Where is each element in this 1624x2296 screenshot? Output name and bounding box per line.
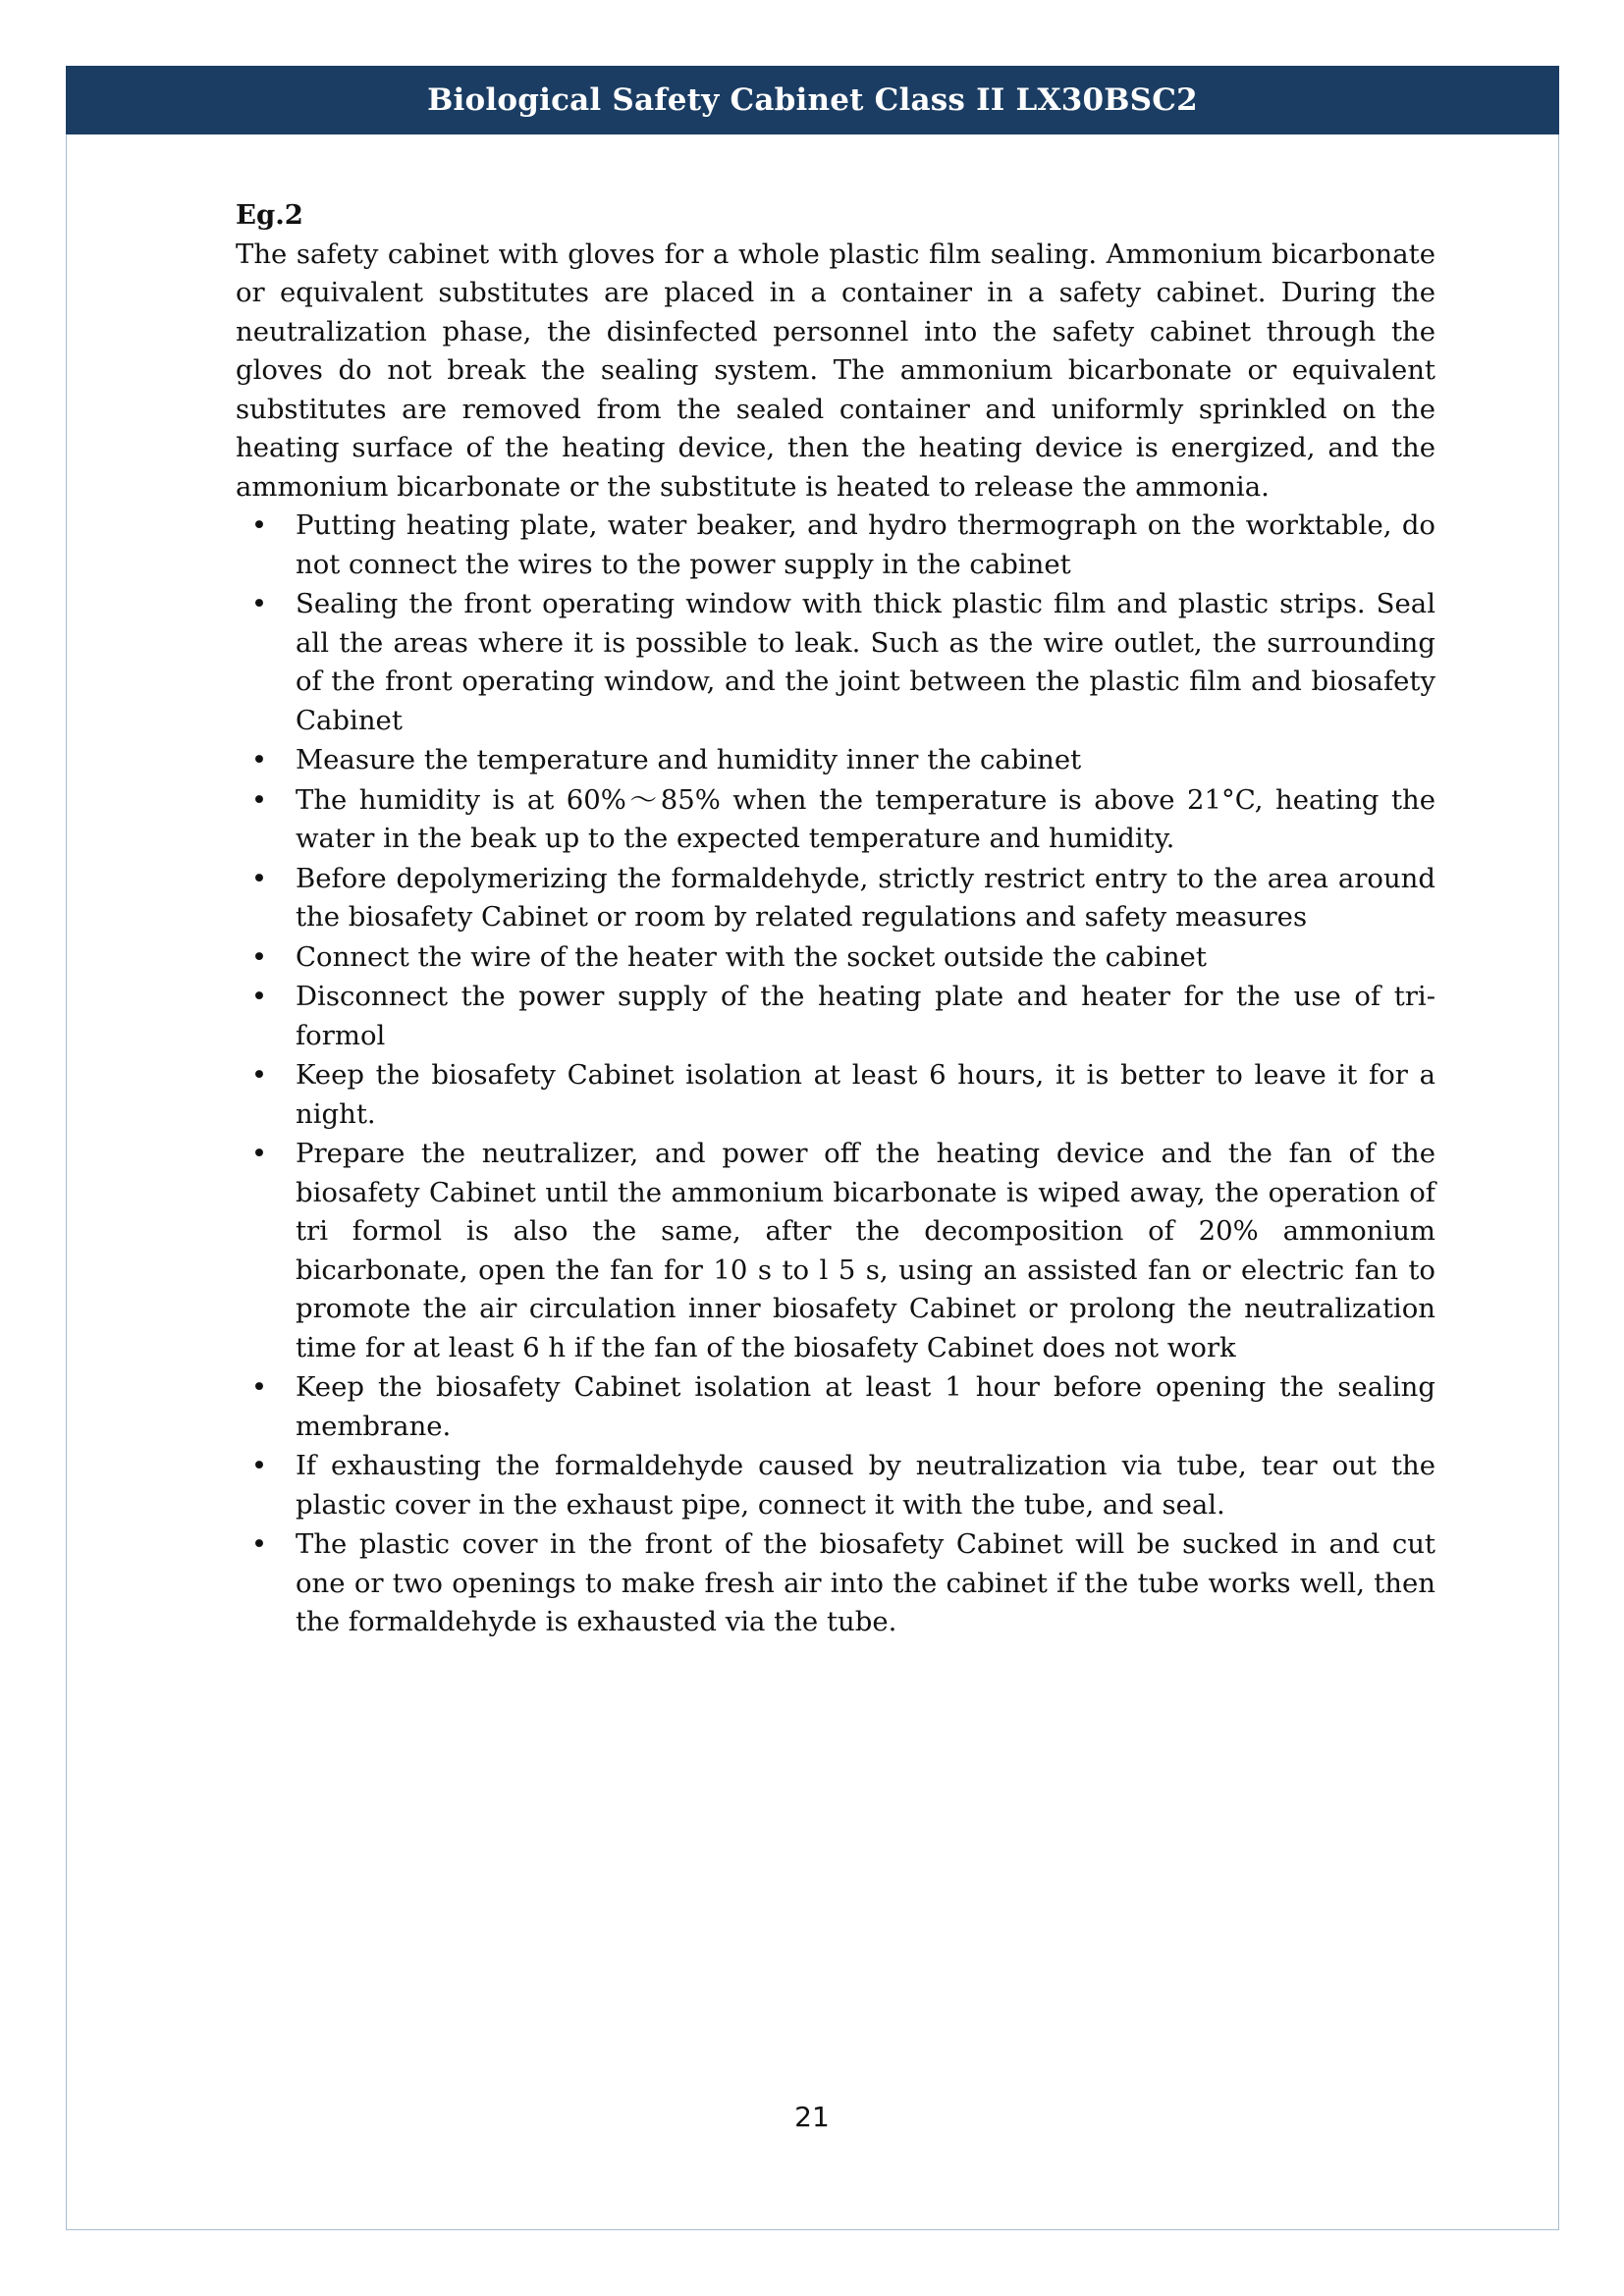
procedure-list xyxy=(236,507,1435,1642)
intro-paragraph: The safety cabinet with gloves for a whole plastic film sealing. Ammonium bicarbonate or equivalent substitutes are placed in a container in a safety cabinet. During the neutralization phase, the disinfected personnel into the safety cabinet through the gloves do not break the sealing system. The ammonium bicarbonate or equivalent substitutes are removed from the sealed container and uniformly sprinkled on the heating surface of the heating device, then the heating device is energized, and the ammonium bicarbonate or the substitute is heated to release the ammonia. xyxy=(236,238,1435,503)
list-item-text: Connect the wire of the heater with the socket outside the cabinet xyxy=(296,940,1207,973)
bullet-icon: • xyxy=(250,744,268,775)
list-item xyxy=(236,1056,1435,1134)
list-item-text: If exhausting the formaldehyde caused by neutralization via tube, tear out the plastic cover in the exhaust pipe, connect it with the tube, and seal. xyxy=(296,1450,1435,1521)
document-title: Biological Safety Cabinet Class II LX30BSC2 xyxy=(427,82,1198,118)
list-item-text: Keep the biosafety Cabinet isolation at least 1 hour before opening the sealing membrane. xyxy=(296,1371,1435,1442)
bullet-icon: • xyxy=(250,509,268,541)
bullet-icon: • xyxy=(250,1450,268,1481)
bullet-icon: • xyxy=(250,862,268,894)
bullet-icon: • xyxy=(250,1371,268,1403)
list-item-text: Sealing the front operating window with thick plastic film and plastic strips. Seal all the areas where it is possible to leak. Such as the wire outlet, the surrounding of the front operating window, and the joint between the plastic film and biosafety Cabinet xyxy=(296,588,1435,736)
bullet-icon: • xyxy=(250,1528,268,1560)
bullet-icon: • xyxy=(250,588,268,619)
document-header xyxy=(66,66,1559,134)
list-item-text: Putting heating plate, water beaker, and hydro thermograph on the worktable, do not connect the wires to the power supply in the cabinet xyxy=(296,509,1435,580)
page-number: 21 xyxy=(794,2101,830,2133)
list-item-text: Before depolymerizing the formaldehyde, strictly restrict entry to the area around the biosafety Cabinet or room by related regulations and safety measures xyxy=(296,862,1435,933)
bullet-icon: • xyxy=(250,981,268,1012)
list-item-text: The humidity is at 60%～85% when the temperature is above 21°C, heating the water in the beak up to the expected temperature and humidity. xyxy=(296,783,1435,854)
bullet-icon: • xyxy=(250,1059,268,1091)
list-item-text: The plastic cover in the front of the biosafety Cabinet will be sucked in and cut one or two openings to make fresh air into the cabinet if the tube works well, then the formaldehyde is exhausted via the tube. xyxy=(296,1528,1435,1637)
list-item xyxy=(236,1368,1435,1446)
main-content xyxy=(236,196,1435,1643)
section-title: Eg.2 xyxy=(236,199,303,231)
bullet-icon: • xyxy=(250,940,268,973)
list-item xyxy=(236,1525,1435,1642)
list-item xyxy=(236,585,1435,740)
list-item xyxy=(236,1135,1435,1367)
list-item xyxy=(236,938,1435,978)
list-item xyxy=(236,860,1435,937)
list-item xyxy=(236,781,1435,859)
list-item xyxy=(236,978,1435,1055)
bullet-icon: • xyxy=(250,1138,268,1169)
list-item-text: Disconnect the power supply of the heating plate and heater for the use of tri-formol xyxy=(296,981,1435,1051)
list-item xyxy=(236,1447,1435,1524)
list-item xyxy=(236,741,1435,780)
bullet-icon: • xyxy=(250,783,268,816)
list-item-text: Prepare the neutralizer, and power off the heating device and the fan of the biosafety Cabinet until the ammonium bicarbonate is wiped away, the operation of tri formol is also the same, after the decomposition of 20% ammonium bicarbonate, open the fan for 10 s to l 5 s, using an assisted fan or electric fan to promote the air circulation inner biosafety Cabinet or prolong the neutralization time for at least 6 h if the fan of the biosafety Cabinet does not work xyxy=(296,1138,1435,1363)
list-item-text: Keep the biosafety Cabinet isolation at least 6 hours, it is better to leave it for a night. xyxy=(296,1059,1435,1130)
list-item xyxy=(236,507,1435,584)
list-item-text: Measure the temperature and humidity inner the cabinet xyxy=(296,744,1082,775)
